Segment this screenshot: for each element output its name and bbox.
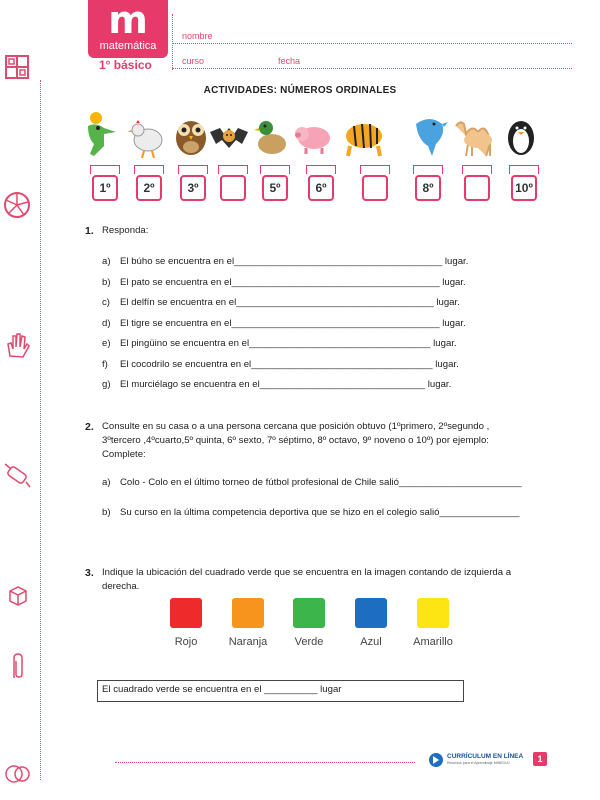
- color-square: [293, 598, 325, 628]
- candy-icon: [2, 460, 32, 490]
- pig-icon: [292, 110, 334, 160]
- q2-item-b-text[interactable]: Su curso en la última competencia deportiva que se hizo en el colegio salió_______________: [120, 507, 520, 518]
- ordinal-box: 2º: [136, 175, 162, 201]
- q1-item-letter: e): [102, 338, 111, 349]
- ordinal-bracket: [260, 165, 290, 174]
- ordinal-bracket: [218, 165, 248, 174]
- chicken-icon: [126, 110, 168, 160]
- duck-icon: [250, 110, 292, 160]
- ordinal-bracket: [360, 165, 390, 174]
- q1-item-letter: f): [102, 358, 108, 370]
- hand-icon: [2, 330, 32, 360]
- q1-item-text[interactable]: El delfín se encuentra en el_____________________________________ lugar.: [120, 297, 460, 308]
- q2-line1: Consulte en su casa o a una persona cercana que posición obtuvo (1ºprimero, 2ºsegundo ,: [102, 421, 490, 432]
- q3-number: 3.: [85, 567, 94, 579]
- ordinal-box[interactable]: [220, 175, 246, 201]
- ordinal-box: 1º: [92, 175, 118, 201]
- tiger-icon: [344, 110, 386, 160]
- owl-icon: [170, 110, 212, 160]
- color-label: Verde: [294, 636, 324, 648]
- ordinal-box: 8º: [415, 175, 441, 201]
- ordinal-bracket: [134, 165, 164, 174]
- q1-item-letter: g): [102, 379, 111, 390]
- q1-item-letter: d): [102, 317, 111, 329]
- page-number: 1: [533, 752, 547, 766]
- fecha-label: fecha: [278, 56, 301, 66]
- logo-subject: matemática: [99, 40, 157, 52]
- footer-brand: [428, 752, 528, 772]
- q2-item-a-letter: a): [102, 477, 111, 488]
- q1-item-letter: c): [102, 297, 110, 308]
- crocodile-icon: [82, 110, 124, 160]
- color-label: Rojo: [174, 636, 198, 648]
- logo-letter: m: [108, 0, 148, 42]
- color-square: [417, 598, 449, 628]
- cube-icon: [2, 580, 32, 610]
- color-square: [170, 598, 202, 628]
- q1-item-text[interactable]: El murciélago se encuentra en el_______________________________ lugar.: [120, 379, 452, 390]
- q3-line2: derecha.: [102, 581, 140, 592]
- q1-item-text[interactable]: El pato se encuentra en el_______________________________________ lugar.: [120, 276, 466, 288]
- ordinal-box: 3º: [180, 175, 206, 201]
- color-label: Amarillo: [413, 636, 453, 648]
- q2-line2: 3ºtercero ,4ºcuarto,5º quinta, 6º sexto, 7º séptimo, 8º octavo, 9º noveno o 10º) por ejemplo:: [102, 435, 489, 446]
- logo: [88, 0, 168, 58]
- nombre-label: nombre: [182, 31, 213, 41]
- ordinal-box: 6º: [308, 175, 334, 201]
- q1-item-text[interactable]: El tigre se encuentra en el_______________________________________ lugar.: [120, 317, 466, 329]
- color-label: Azul: [360, 636, 382, 648]
- penguin-icon: [500, 110, 542, 160]
- footer-line: [115, 762, 415, 763]
- clip-icon: [2, 652, 32, 682]
- q1-item-text[interactable]: El búho se encuentra en el_______________________________________ lugar.: [120, 256, 469, 267]
- brand-name: CURRÍCULUM EN LÍNEA: [447, 753, 524, 760]
- q2-number: 2.: [85, 421, 94, 433]
- pie-chart-icon: [2, 190, 32, 220]
- nombre-field[interactable]: [172, 43, 572, 44]
- color-label: Naranja: [228, 636, 268, 648]
- ordinal-bracket: [178, 165, 208, 174]
- q1-prompt: Responda:: [102, 225, 149, 236]
- ordinal-bracket: [462, 165, 492, 174]
- curriculum-logo-icon: [428, 752, 444, 768]
- q2-item-b-letter: b): [102, 507, 111, 518]
- q2-line3: Complete:: [102, 449, 146, 460]
- curso-label: curso: [182, 56, 205, 66]
- q1-item-text[interactable]: El cocodrilo se encuentra en el__________________________________ lugar.: [120, 358, 459, 370]
- ordinal-box: 10º: [511, 175, 537, 201]
- margin-dotted-line: [40, 80, 41, 780]
- ordinal-box[interactable]: [464, 175, 490, 201]
- ordinal-bracket: [413, 165, 443, 174]
- color-square: [355, 598, 387, 628]
- q2-item-a-text[interactable]: Colo - Colo en el último torneo de fútbol profesional de Chile salió_______________________: [120, 477, 522, 488]
- ordinal-bracket: [90, 165, 120, 174]
- brand-sub: Recursos para el Aprendizaje MINEDUC: [447, 761, 511, 765]
- curso-fecha-field[interactable]: [172, 68, 572, 69]
- answer-box[interactable]: [97, 680, 464, 702]
- camel-icon: [452, 110, 494, 160]
- q1-number: 1.: [85, 225, 94, 237]
- q1-item-letter: b): [102, 276, 111, 288]
- q1-item-letter: a): [102, 256, 111, 267]
- q1-item-text[interactable]: El pingüino se encuentra en el__________________________________ lugar.: [120, 338, 457, 349]
- student-info-fields: [172, 14, 573, 70]
- page-title: ACTIVIDADES: NÚMEROS ORDINALES: [203, 85, 397, 96]
- ordinal-bracket: [509, 165, 539, 174]
- answer-text: El cuadrado verde se encuentra en el __________ lugar: [102, 684, 342, 695]
- bat-icon: [208, 110, 250, 160]
- color-square: [232, 598, 264, 628]
- grade-label: 1° básico: [99, 58, 152, 72]
- ordinal-box[interactable]: [362, 175, 388, 201]
- q3-line1: Indique la ubicación del cuadrado verde que se encuentra en la imagen contando de izquierda a: [102, 567, 512, 578]
- ordinal-box: 5º: [262, 175, 288, 201]
- dolphin-icon: [408, 110, 450, 160]
- abacus-icon: [2, 52, 32, 82]
- apple-icon: [2, 757, 32, 787]
- ordinal-bracket: [306, 165, 336, 174]
